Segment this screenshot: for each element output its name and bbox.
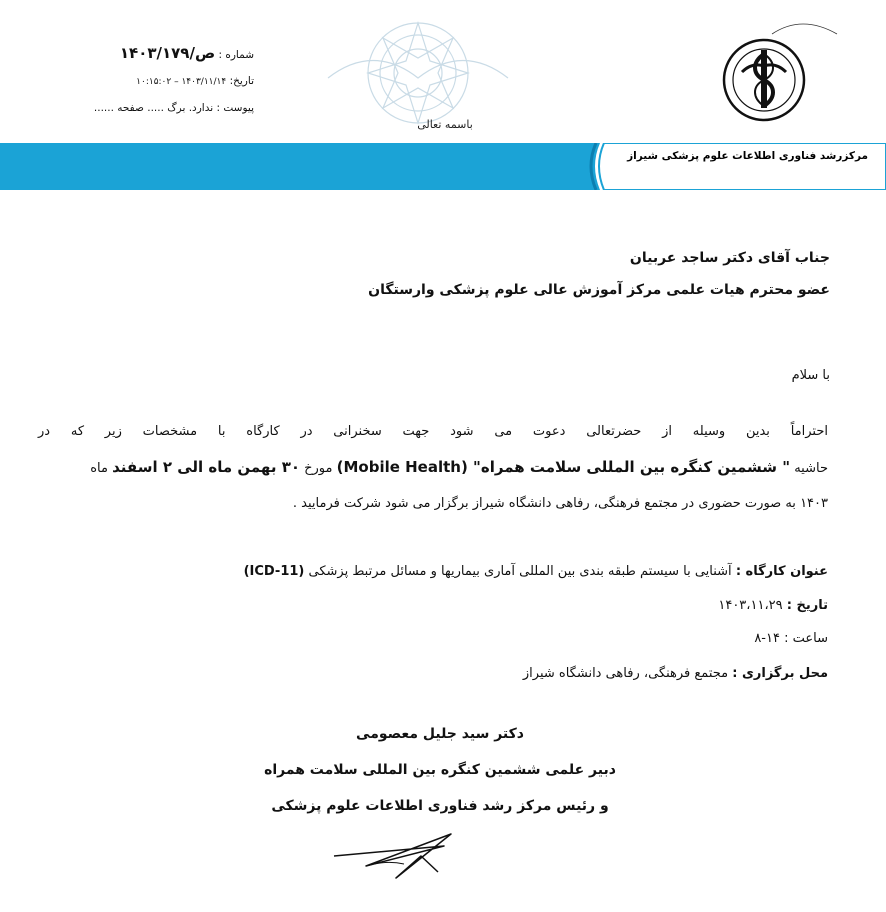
body-line-2-post: ماه	[90, 461, 113, 476]
workshop-time-label: ساعت :	[784, 631, 828, 646]
basmala: باسمه تعالی	[417, 118, 473, 131]
signer-role-2: و رئیس مرکز رشد فناوری اطلاعات علوم پزشکی	[271, 798, 609, 814]
handwritten-signature	[326, 826, 466, 886]
signer-role-1: دبیر علمی ششمین کنگره بین المللی سلامت همراه	[264, 762, 616, 778]
greeting: با سلام	[791, 368, 830, 383]
workshop-venue-value: مجتمع فرهنگی، رفاهی دانشگاه شیراز	[522, 666, 729, 681]
letter-date	[44, 75, 254, 87]
workshop-title-label: عنوان کارگاه :	[735, 564, 828, 579]
date-value: ۱۴۰۳/۱۱/۱۴ – ۱۰:۱۵:۰۲	[136, 77, 227, 87]
workshop-venue-label: محل برگزاری :	[732, 666, 828, 681]
workshop-title	[38, 562, 828, 582]
body-line-2	[38, 456, 828, 480]
workshop-venue	[38, 664, 828, 684]
attachment-line: پیوست : ندارد. برگ ..... صفحه ......	[93, 102, 254, 114]
university-logo-icon	[712, 14, 862, 132]
body-line-1: احتراماً بدین وسیله از حضرتعالی دعوت می شود جهت سخنرانی در کارگاه با مشخصات زیر که در	[38, 424, 828, 439]
body-line-2-pre: حاشیه	[790, 461, 828, 476]
center-name: مرکزرشد فناوری اطلاعات علوم پزشکی شیراز	[627, 150, 868, 162]
workshop-time	[38, 629, 828, 649]
recipient-name: جناب آقای دکتر ساجد عربیان	[629, 250, 830, 266]
workshop-date	[38, 596, 828, 616]
workshop-title-code: (ICD-11)	[243, 564, 305, 579]
recipient-title: عضو محترم هیات علمی مرکز آموزش عالی علوم پزشکی وارستگان	[368, 282, 830, 298]
congress-name: " ششمین کنگره بین المللی سلامت همراه" (Mobile Health)	[336, 458, 791, 476]
workshop-time-value: ۱۴-۸	[754, 631, 780, 646]
workshop-title-value: آشنایی با سیستم طبقه بندی بین المللی آماری بیماریها و مسائل مرتبط پزشکی	[308, 564, 732, 579]
date-label: تاریخ:	[229, 75, 254, 87]
congress-dates: ۳۰ بهمن ماه الی ۲ اسفند	[112, 458, 300, 476]
workshop-date-value: ۱۴۰۳،۱۱،۲۹	[718, 598, 783, 613]
body-line-3: ۱۴۰۳ به صورت حضوری در مجتمع فرهنگی، رفاهی دانشگاه شیراز برگزار می شود شرکت فرمایید .	[292, 496, 828, 511]
workshop-date-label: تاریخ :	[786, 598, 828, 613]
body-line-2-mid: مورخ	[300, 461, 337, 476]
signer-name: دکتر سید جلیل معصومی	[356, 726, 524, 742]
number-label: شماره :	[218, 49, 254, 61]
number-value: ص/۱۴۰۳/۱۷۹	[119, 44, 216, 62]
letter-number	[44, 44, 254, 62]
